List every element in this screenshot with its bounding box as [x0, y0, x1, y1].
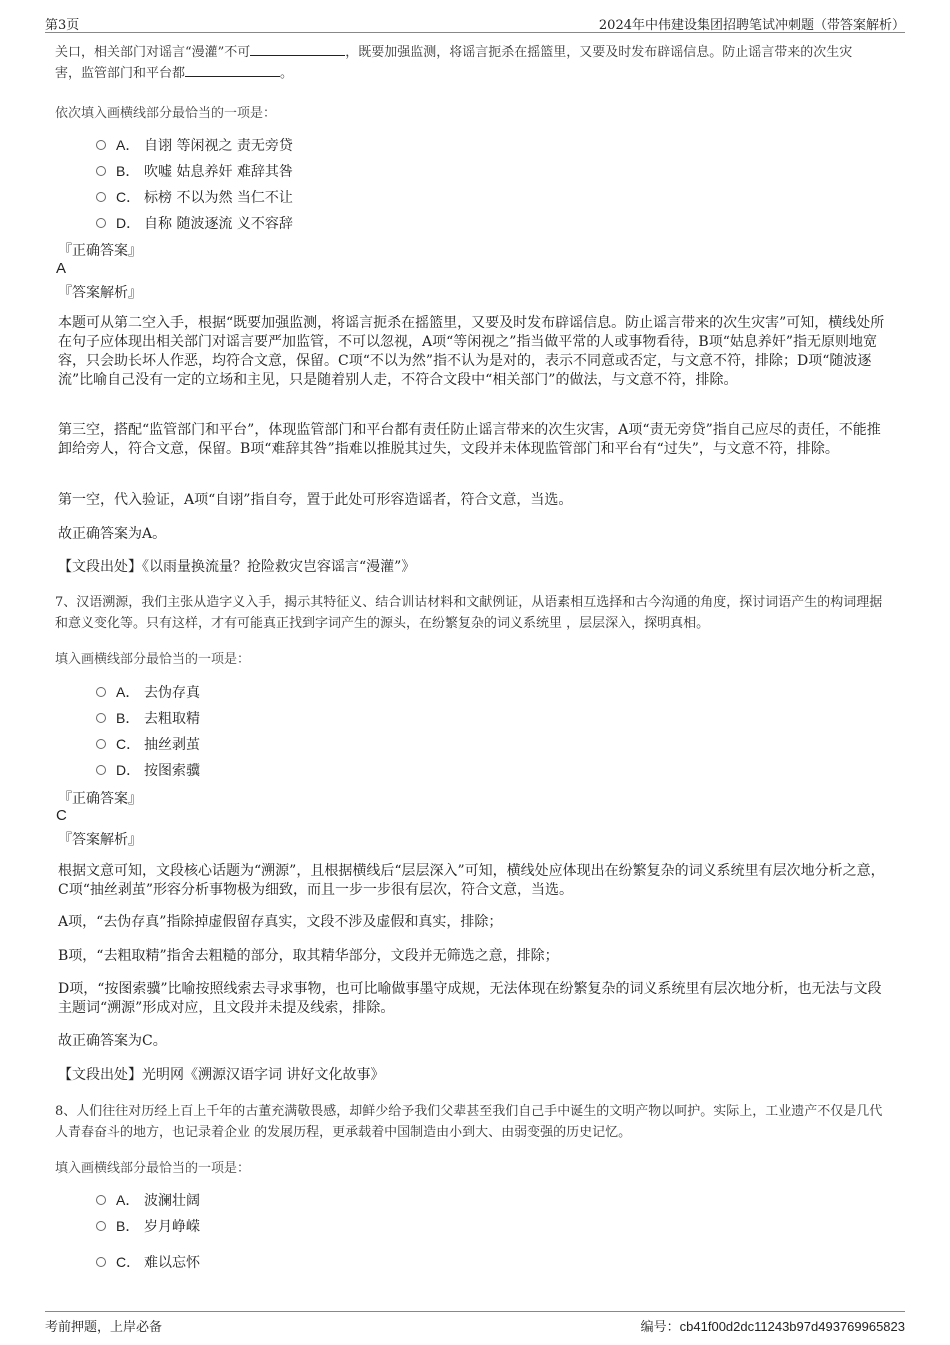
- q7-option-c[interactable]: C． 抽丝剥茧: [96, 734, 200, 756]
- radio-icon[interactable]: [96, 192, 106, 202]
- q7-source: 【文段出处】光明网《溯源汉语字词 讲好文化故事》: [58, 1067, 385, 1083]
- q7-analysis-3: B项，“去粗取精”指舍去粗糙的部分，取其精华部分，文段并无筛选之意，排除；: [58, 948, 559, 964]
- q7-option-d[interactable]: D． 按图索骥: [96, 760, 200, 782]
- q6-option-a[interactable]: A． 自诩 等闲视之 责无旁贷: [96, 135, 293, 157]
- q8-prompt: 填入画横线部分最恰当的一项是：: [55, 1161, 251, 1176]
- q6-answer: A: [56, 260, 67, 277]
- radio-icon[interactable]: [96, 140, 106, 150]
- q6-source: 【文段出处】《以雨量换流量？抢险救灾岂容谣言“漫灌”》: [58, 559, 416, 575]
- q6-answer-label: 『正确答案』: [58, 243, 142, 259]
- blank-1: [250, 42, 345, 56]
- radio-icon[interactable]: [96, 739, 106, 749]
- document-code: 编号：cb41f00d2dc11243b97d493769965823: [640, 1319, 905, 1335]
- q7-analysis-2: A项，“去伪存真”指除掉虚假留存真实，文段不涉及虚假和真实，排除；: [58, 914, 503, 930]
- q6-analysis-4: 故正确答案为A。: [58, 526, 167, 542]
- q8-option-b[interactable]: B． 岁月峥嵘: [96, 1216, 200, 1238]
- q7-answer: C: [56, 807, 67, 824]
- q6-analysis-label: 『答案解析』: [58, 285, 142, 301]
- q6-analysis-1: 本题可从第二空入手，根据“既要加强监测，将谣言扼杀在摇篮里，又要及时发布辟谣信息。防止谣言带来的次生灾害”可知，横线处所在句子应体现出相关部门对谣言要严加监管，不可以忽视，A项“等闲视之”指当做平常的人或事物看待，B项“姑息养奸”指无原则地宽容，只会助长坏人作恶，均符合文意，保留。C项“不以为然”指不认为是对的，表示不同意或否定，与文意不符，排除；D项“随波逐流”比喻自己没有一定的立场和主见，只是随着别人走，不符合文段中“相关部门”的做法，与文意不符，排除。: [58, 315, 885, 388]
- radio-icon[interactable]: [96, 1257, 106, 1267]
- q6-option-b[interactable]: B． 吹嘘 姑息养奸 难辞其咎: [96, 161, 293, 183]
- q7-analysis-5: 故正确答案为C。: [58, 1033, 167, 1049]
- radio-icon[interactable]: [96, 713, 106, 723]
- q6-analysis-2: 第三空，搭配“监管部门和平台”，体现监管部门和平台都有责任防止谣言带来的次生灾害，A项“责无旁贷”指自己应尽的责任，不能推卸给旁人，符合文意，保留。B项“难辞其咎”指难以推脱其过失，文段并未体现监管部门和平台有“过失”，与文意不符，排除。: [58, 422, 881, 457]
- q6-analysis-3: 第一空，代入验证，A项“自诩”指自夸，置于此处可形容造谣者，符合文意，当选。: [58, 492, 573, 508]
- q6-stem: 关口，相关部门对谣言“漫灌”不可 ，既要加强监测，将谣言扼杀在摇篮里，又要及时发布辟谣信息。防止谣言带来的次生灾 害，监管部门和平台都 。: [55, 42, 895, 84]
- radio-icon[interactable]: [96, 218, 106, 228]
- q7-stem: 7、汉语溯源，我们主张从造字义入手，揭示其特征义、结合训诂材料和文献例证，从语素相互选择和古今沟通的角度，探讨词语产生的构词理据和意义变化等。只有这样，才有可能真正找到字词产生的源头，在纷繁复杂的词义系统里 ，层层深入，探明真相。: [55, 595, 883, 631]
- q6-option-d[interactable]: D． 自称 随波逐流 义不容辞: [96, 213, 293, 235]
- q7-analysis-label: 『答案解析』: [58, 832, 142, 848]
- q7-answer-label: 『正确答案』: [58, 791, 142, 807]
- q6-prompt: 依次填入画横线部分最恰当的一项是：: [55, 106, 277, 121]
- q7-analysis-4: D项，“按图索骥”比喻按照线索去寻求事物，也可比喻做事墨守成规，无法体现在纷繁复杂的词义系统里有层次地分析，也无法与文段主题词“溯源”形成对应，且文段并未提及线索，排除。: [58, 981, 882, 1016]
- q7-option-a[interactable]: A． 去伪存真: [96, 682, 200, 704]
- document-title: 2024年中伟建设集团招聘笔试冲刺题（带答案解析）: [598, 18, 905, 33]
- q8-option-a[interactable]: A． 波澜壮阔: [96, 1190, 200, 1212]
- q7-analysis-1: 根据文意可知，文段核心话题为“溯源”，且根据横线后“层层深入”可知，横线处应体现出在纷繁复杂的词义系统里有层次地分析之意，C项“抽丝剥茧”形容分析事物极为细致，而且一步一步很有层次，符合文意，当选。: [58, 863, 885, 898]
- q7-option-b[interactable]: B． 去粗取精: [96, 708, 200, 730]
- q8-stem: 8、人们往往对历经上百上千年的古董充满敬畏感，却鲜少给予我们父辈甚至我们自己手中诞生的文明产物以呵护。实际上，工业遗产不仅是几代人青春奋斗的地方，也记录着企业 的发展历程，更承载着中国制造由小到大、由弱变强的历史记忆。: [55, 1104, 883, 1140]
- radio-icon[interactable]: [96, 1195, 106, 1205]
- radio-icon[interactable]: [96, 166, 106, 176]
- q7-prompt: 填入画横线部分最恰当的一项是：: [55, 652, 251, 667]
- blank-2: [185, 63, 280, 77]
- page-header: [45, 10, 905, 33]
- q8-option-c[interactable]: C． 难以忘怀: [96, 1252, 200, 1274]
- radio-icon[interactable]: [96, 1221, 106, 1231]
- footer-slogan: 考前押题，上岸必备: [45, 1320, 163, 1335]
- q6-option-c[interactable]: C． 标榜 不以为然 当仁不让: [96, 187, 293, 209]
- page-number: 第3页: [45, 18, 80, 33]
- radio-icon[interactable]: [96, 687, 106, 697]
- radio-icon[interactable]: [96, 765, 106, 775]
- page-footer: [45, 1311, 905, 1336]
